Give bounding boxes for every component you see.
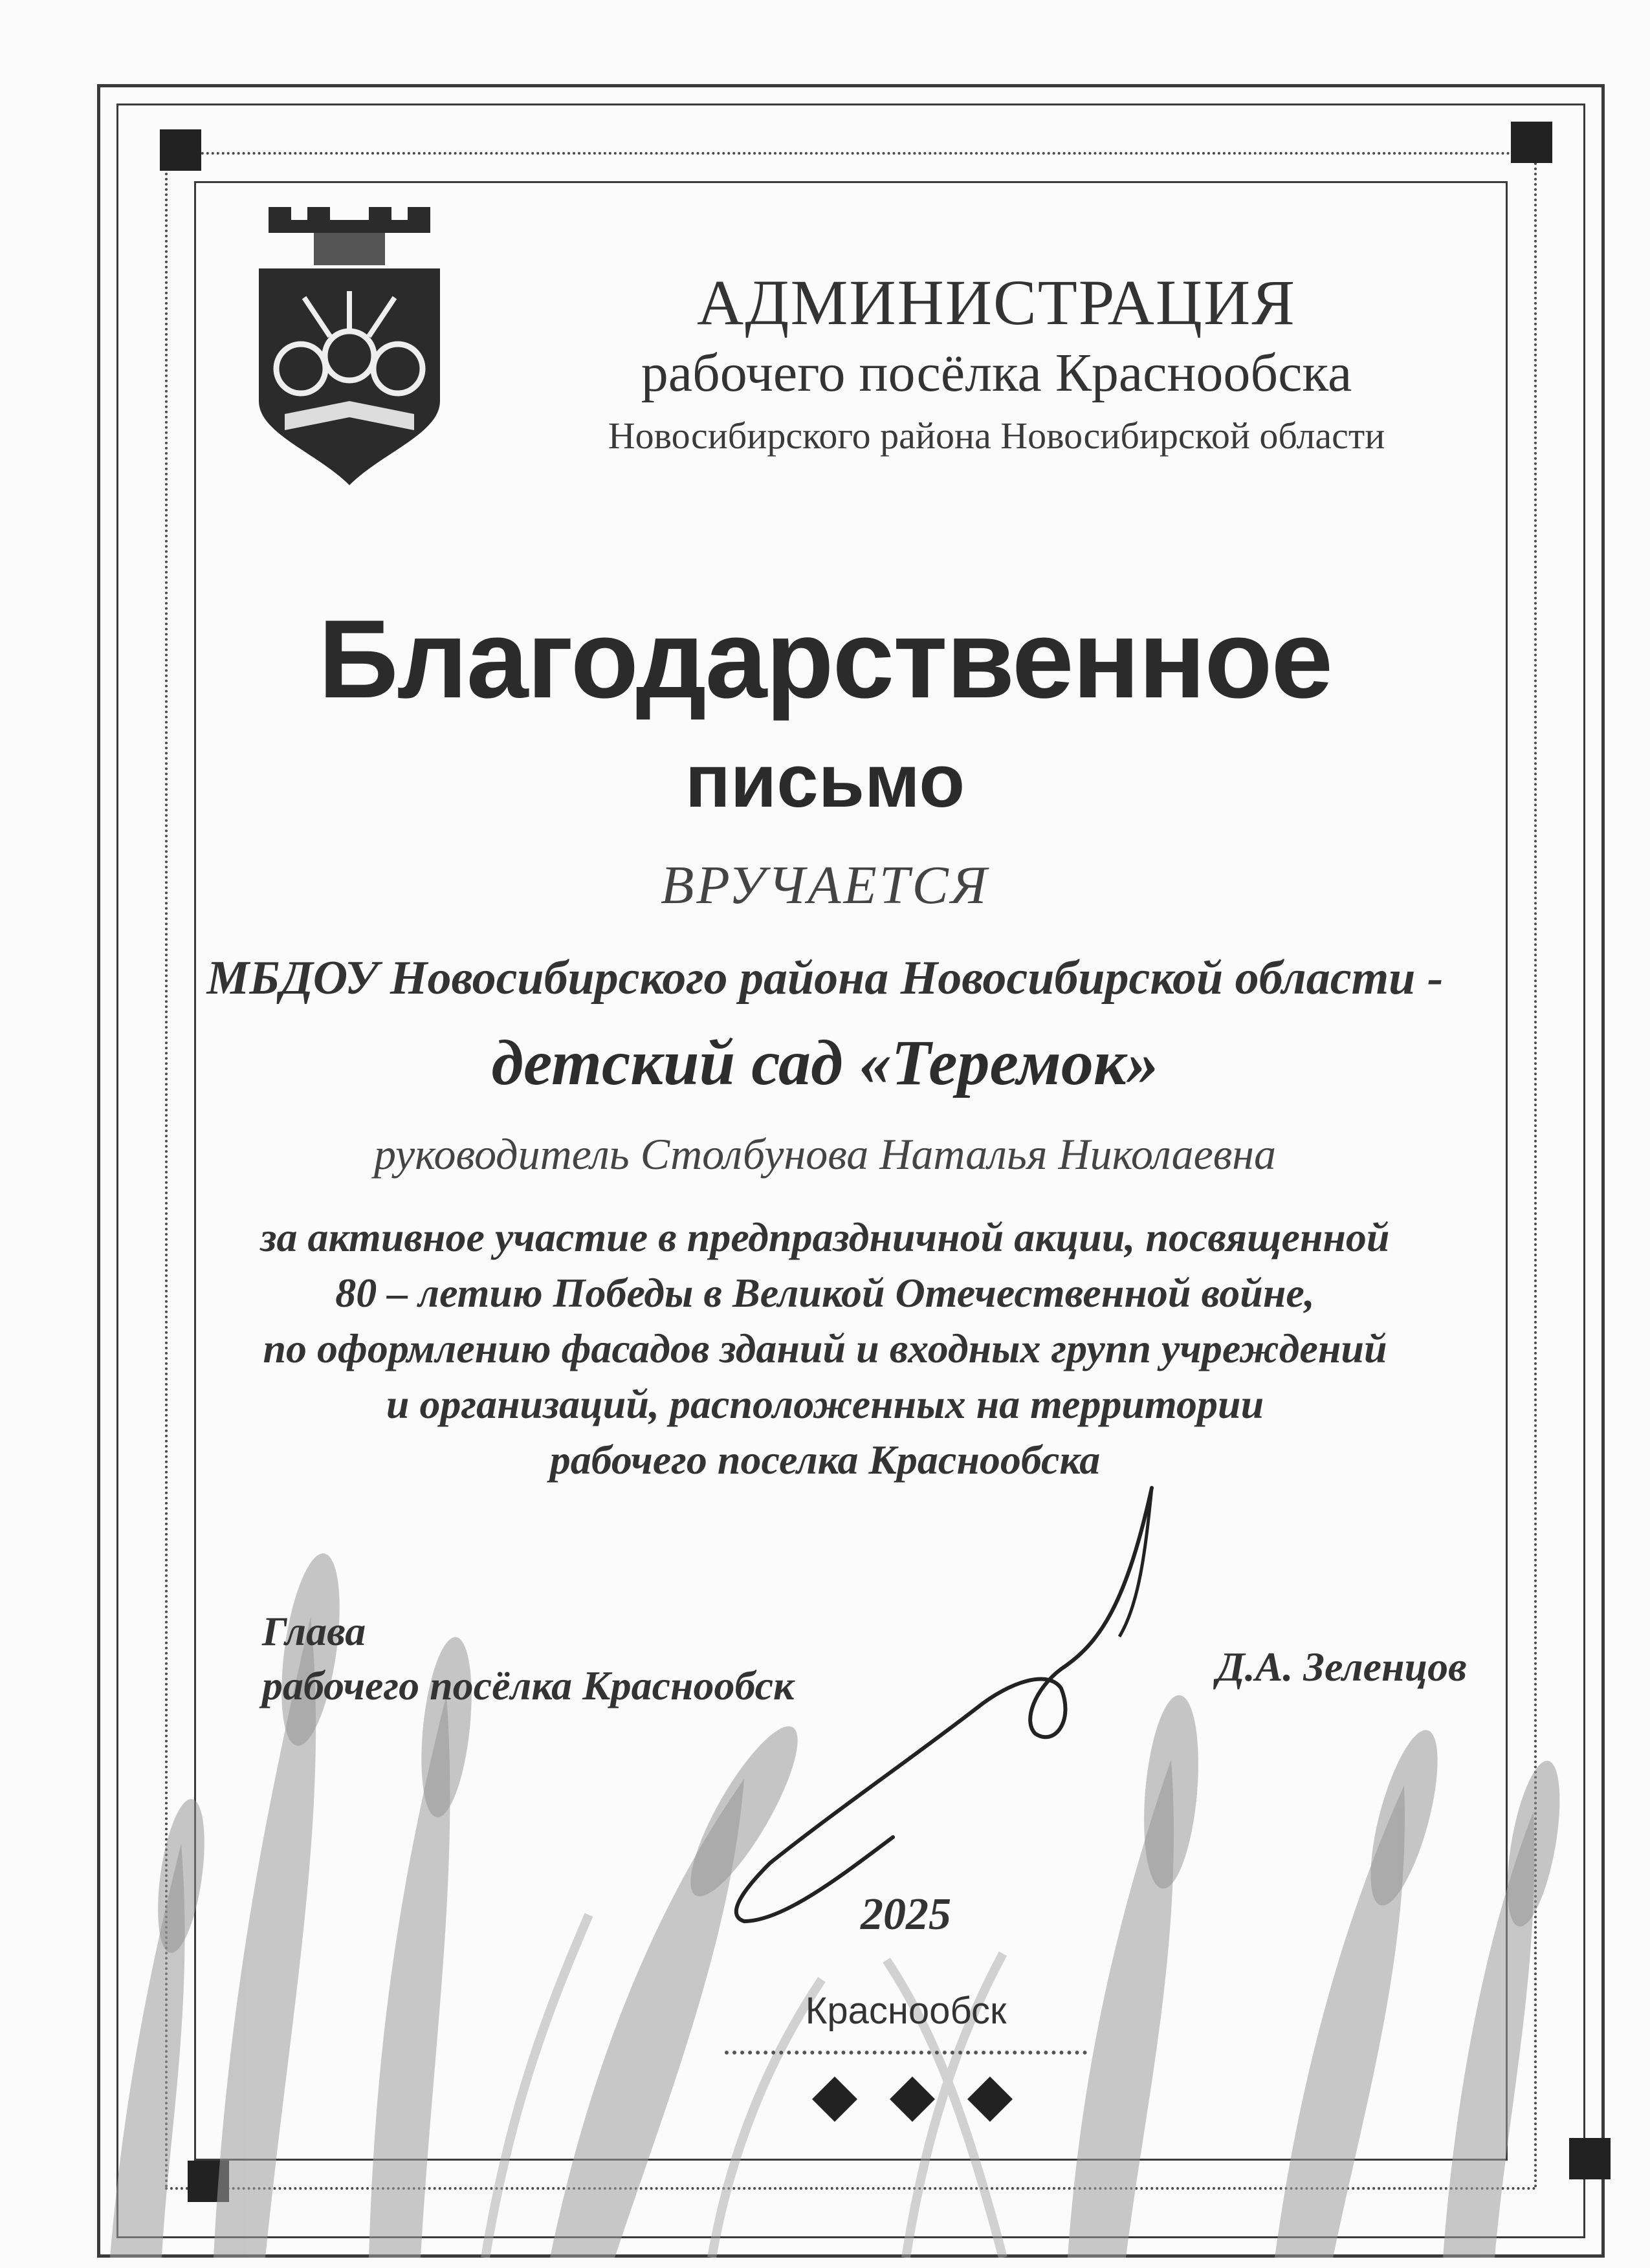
document-title: Благодарственное [318,597,1332,721]
award-reason: за активное участие в предпраздничной акции, посвященной 80 – летию Победы в Великой Отечественной войне, по оформлению фасадов зданий и входных групп учреждений и организаций, расположенных на территории рабочего поселка Краснообска [260,1214,1390,1483]
document-year: 2025 [861,1890,951,1939]
handwritten-signature [673,1475,1255,1928]
header-settlement: рабочего посёлка Краснообска [641,343,1352,403]
recipient-line2: детский сад «Теремок» [491,1027,1159,1098]
recipient-head: руководитель Столбунова Наталья Николаевна [373,1129,1277,1179]
awarded-label: ВРУЧАЕТСЯ [661,855,989,915]
signatory-position: Глава рабочего посёлка Краснообск [262,1608,795,1708]
document-city: Краснообск [805,1990,1007,2032]
document-title-line2: письмо [685,739,965,823]
recipient-line1: МБДОУ Новосибирского района Новосибирской области - [206,952,1444,1005]
header-organization: АДМИНИСТРАЦИЯ [697,267,1296,338]
header-region: Новосибирского района Новосибирской области [608,415,1385,457]
corner-square-icon [1511,122,1552,163]
diamond-ornament-icon [802,2067,1022,2132]
footer-dotted-divider [725,2051,1087,2055]
corner-square-icon [160,129,201,171]
signatory-name: Д.А. Зеленцов [1216,1644,1467,1690]
